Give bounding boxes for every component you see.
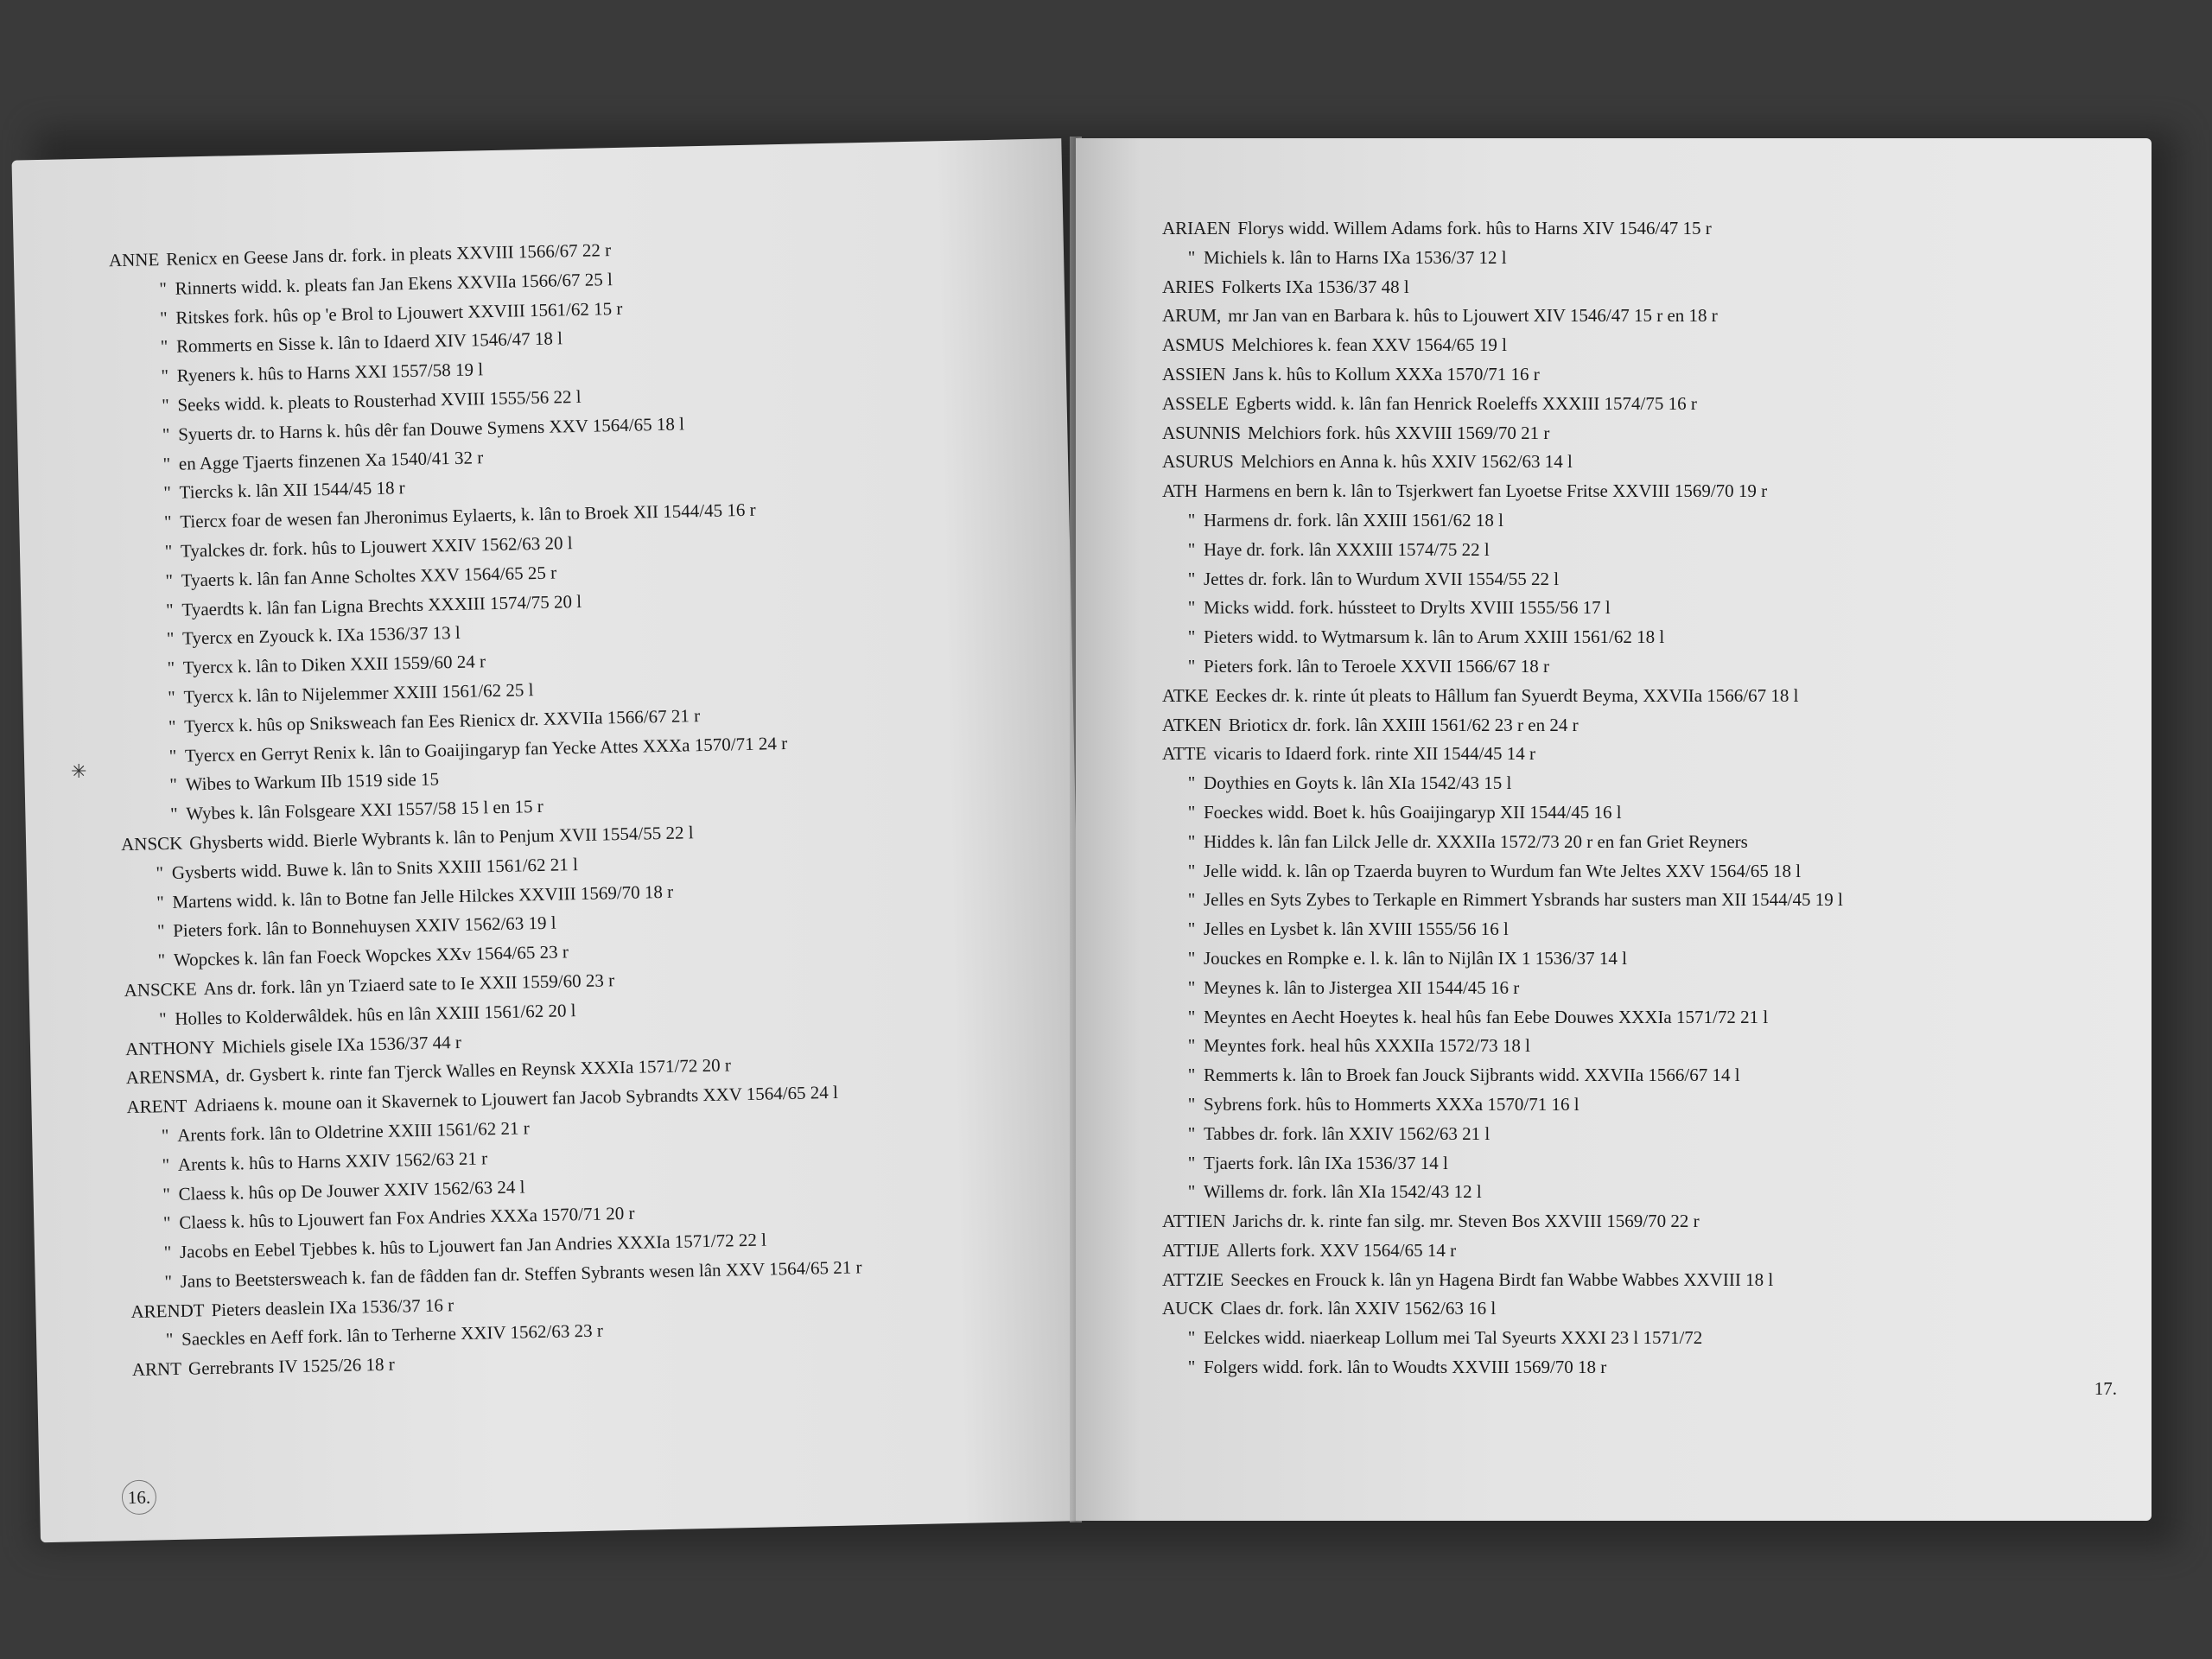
ditto-mark: " xyxy=(162,1183,171,1205)
entry-text: Harmens en bern k. lân to Tsjerkwert fan Lyoetse Fritse XXVIII 1569/70 19 r xyxy=(1204,480,1768,502)
ditto-mark: " xyxy=(1187,246,1196,268)
entry-headword: ASSELE xyxy=(1162,392,1230,414)
index-entry xyxy=(1076,536,2152,565)
ditto-mark: " xyxy=(165,1329,174,1351)
entry-text: Claess k. hûs op De Jouwer XXIV 1562/63 24 l xyxy=(178,1175,525,1205)
entry-headword: ANSCK xyxy=(120,832,183,855)
ditto-mark: " xyxy=(1187,1181,1196,1203)
ditto-mark: " xyxy=(1187,918,1196,940)
entry-headword: ARIAEN xyxy=(1162,218,1231,238)
entry-text: Ryeners k. hûs to Harns XXI 1557/58 19 l xyxy=(176,359,484,386)
ditto-mark: " xyxy=(1187,889,1196,911)
ditto-mark: " xyxy=(1187,1035,1196,1057)
entry-text: Micks widd. fork. hússteet to Drylts XVIII 1555/56 17 l xyxy=(1204,597,1611,619)
entry-text: Michiels gisele IXa 1536/37 44 r xyxy=(221,1031,462,1058)
index-entry xyxy=(1076,974,2152,1003)
entry-text: Tyalckes dr. fork. hûs to Ljouwert XXIV 1562/63 20 l xyxy=(180,532,573,562)
entry-headword: ASURUS xyxy=(1162,451,1234,473)
entry-text: Gysberts widd. Buwe k. lân to Snits XXIII 1561/62 21 l xyxy=(171,853,579,883)
index-entry xyxy=(1076,828,2152,857)
entry-text: Wopckes k. lân fan Foeck Wopckes XXv 1564/65 23 r xyxy=(173,941,569,971)
margin-asterisk-mark: ✳ xyxy=(71,760,87,782)
entry-text: Tyercx k. lân to Nijelemmer XXIII 1561/62 25 l xyxy=(183,679,534,708)
right-page-number: 17. xyxy=(2094,1378,2117,1399)
entry-headword: ARUM, xyxy=(1162,305,1222,327)
entry-text: Eelckes widd. niaerkeap Lollum mei Tal Syeurts XXXI 23 l 1571/72 xyxy=(1204,1327,1703,1349)
entry-text: Tyercx k. lân to Diken XXII 1559/60 24 r xyxy=(182,651,486,678)
entry-text: Folkerts IXa 1536/37 48 l xyxy=(1221,276,1409,297)
index-entry xyxy=(1076,1294,2152,1324)
index-entry xyxy=(1076,302,2152,331)
ditto-mark: " xyxy=(163,1242,172,1263)
entry-text: Melchiors en Anna k. hûs XXIV 1562/63 14 l xyxy=(1240,451,1573,473)
ditto-mark: " xyxy=(1187,772,1196,794)
entry-text: Ghysberts widd. Bierle Wybrants k. lân to Penjum XVII 1554/55 22 l xyxy=(189,822,694,854)
ditto-mark: " xyxy=(159,307,168,328)
index-entry xyxy=(1076,1178,2152,1207)
ditto-mark: " xyxy=(163,482,172,504)
ditto-mark: " xyxy=(1187,830,1196,852)
entry-text: Tiercks k. lân XII 1544/45 18 r xyxy=(179,477,405,504)
ditto-mark: " xyxy=(163,512,172,533)
entry-text: Gerrebrants IV 1525/26 18 r xyxy=(188,1353,395,1379)
entry-text: Jans to Beetstersweach k. fan de fâdden fan dr. Steffen Sybrants wesen lân XXV 1564/65 21 r xyxy=(180,1256,862,1292)
index-entry xyxy=(1076,565,2152,594)
entry-text: en Agge Tjaerts finzenen Xa 1540/41 32 r xyxy=(178,446,484,474)
entry-text: Tyercx en Gerryt Renix k. lân to Goaijingaryp fan Yecke Attes XXXa 1570/71 24 r xyxy=(184,732,788,766)
ditto-mark: " xyxy=(167,657,175,679)
ditto-mark: " xyxy=(168,686,176,708)
left-page-number: 16. xyxy=(122,1479,157,1515)
entry-text: Claess k. hûs to Ljouwert fan Fox Andries XXXa 1570/71 20 r xyxy=(179,1203,635,1234)
entry-text: Willems dr. fork. lân XIa 1542/43 12 l xyxy=(1204,1181,1482,1203)
entry-headword: ASSIEN xyxy=(1162,363,1226,385)
ditto-mark: " xyxy=(1187,947,1196,969)
entry-text: Jelles en Syts Zybes to Terkaple en Rimmert Ysbrands har susters man XII 1544/45 19 l xyxy=(1204,889,1843,911)
ditto-mark: " xyxy=(1187,1093,1196,1115)
ditto-mark: " xyxy=(1187,655,1196,677)
ditto-mark: " xyxy=(165,569,174,591)
ditto-mark: " xyxy=(168,745,177,766)
index-entry xyxy=(1076,915,2152,944)
ditto-mark: " xyxy=(1187,1152,1196,1173)
entry-headword: ATTZIE xyxy=(1162,1268,1224,1290)
entry-text: Doythies en Goyts k. lân XIa 1542/43 15 l xyxy=(1204,772,1512,794)
ditto-mark: " xyxy=(169,774,178,796)
entry-headword: ATKEN xyxy=(1162,714,1222,735)
entry-text: Wybes k. lân Folsgeare XXI 1557/58 15 l en 15 r xyxy=(186,796,543,824)
index-entry xyxy=(1076,857,2152,887)
entry-text: Syuerts dr. to Harns k. hûs dêr fan Douwe Symens XXV 1564/65 18 l xyxy=(177,413,685,445)
index-entry xyxy=(1076,1324,2152,1353)
entry-text: Meyntes fork. heal hûs XXXIIa 1572/73 18 l xyxy=(1204,1035,1530,1057)
ditto-mark: " xyxy=(1187,1065,1196,1086)
ditto-mark: " xyxy=(1187,1006,1196,1027)
entry-text: Hiddes k. lân fan Lilck Jelle dr. XXXIIa 1572/73 20 r en fan Griet Reyners xyxy=(1204,830,1748,852)
entry-text: Pieters fork. lân to Teroele XXVII 1566/67 18 r xyxy=(1204,655,1549,677)
index-entry xyxy=(1076,360,2152,390)
index-entry xyxy=(1076,944,2152,974)
index-entry xyxy=(1076,798,2152,828)
ditto-mark: " xyxy=(1187,860,1196,881)
entry-text: Melchiors fork. hûs XXVIII 1569/70 21 r xyxy=(1248,422,1550,443)
index-entry xyxy=(1076,711,2152,741)
entry-text: Saeckles en Aeff fork. lân to Terherne XXIV 1562/63 23 r xyxy=(181,1320,604,1351)
right-page xyxy=(1076,138,2152,1521)
entry-text: Tabbes dr. fork. lân XXIV 1562/63 21 l xyxy=(1204,1122,1491,1144)
index-entry xyxy=(1076,1032,2152,1061)
entry-headword: ATTIEN xyxy=(1162,1211,1226,1232)
entry-text: Arents fork. lân to Oldetrine XXIII 1561/62 21 r xyxy=(176,1117,530,1146)
entry-headword: ARENSMA, xyxy=(125,1065,219,1089)
ditto-mark: " xyxy=(1187,1122,1196,1144)
index-entry xyxy=(1076,1149,2152,1179)
ditto-mark: " xyxy=(159,277,168,299)
ditto-mark: " xyxy=(1187,1357,1196,1378)
entry-text: Meynes k. lân to Jistergea XII 1544/45 16 r xyxy=(1204,976,1520,998)
index-entry xyxy=(1076,1120,2152,1149)
entry-text: Harmens dr. fork. lân XXIII 1561/62 18 l xyxy=(1204,509,1504,531)
index-entry xyxy=(1076,448,2152,477)
left-page xyxy=(12,138,1090,1542)
entry-text: Tiercx foar de wesen fan Jheronimus Eylaerts, k. lân to Broek XII 1544/45 16 r xyxy=(180,499,756,532)
ditto-mark: " xyxy=(162,1212,171,1234)
ditto-mark: " xyxy=(162,423,170,445)
index-entry xyxy=(1076,244,2152,273)
index-entry xyxy=(1076,1266,2152,1295)
entry-text: Melchiores k. fean XXV 1564/65 19 l xyxy=(1231,334,1508,356)
entry-text: Claes dr. fork. lân XXIV 1562/63 16 l xyxy=(1220,1298,1497,1319)
entry-headword: ARIES xyxy=(1162,276,1215,297)
entry-text: Pieters deaslein IXa 1536/37 16 r xyxy=(211,1294,454,1320)
index-entry xyxy=(1076,886,2152,915)
entry-text: Allerts fork. XXV 1564/65 14 r xyxy=(1226,1239,1457,1261)
index-entry xyxy=(1076,1061,2152,1090)
entry-text: Jarichs dr. k. rinte fan silg. mr. Steven Bos XXVIII 1569/70 22 r xyxy=(1232,1211,1700,1232)
entry-headword: ARENDT xyxy=(130,1299,205,1322)
entry-headword: ANSCKE xyxy=(124,978,197,1001)
ditto-mark: " xyxy=(156,920,165,942)
ditto-mark: " xyxy=(1187,976,1196,998)
index-entry xyxy=(1076,477,2152,506)
entry-headword: ASUNNIS xyxy=(1162,422,1242,443)
index-entry xyxy=(1076,652,2152,682)
ditto-mark: " xyxy=(1187,509,1196,531)
ditto-mark: " xyxy=(1187,597,1196,619)
entry-text: Remmerts k. lân to Broek fan Jouck Sijbrants widd. XXVIIa 1566/67 14 l xyxy=(1204,1065,1740,1086)
entry-headword: ATTIJE xyxy=(1162,1239,1220,1261)
entry-text: Rommerts en Sisse k. lân to Idaerd XIV 1546/47 18 l xyxy=(175,327,563,358)
entry-text: vicaris to Idaerd fork. rinte XII 1544/45 14 r xyxy=(1213,743,1535,765)
ditto-mark: " xyxy=(1187,538,1196,560)
entry-headword: ARNT xyxy=(131,1358,182,1381)
entry-text: Florys widd. Willem Adams fork. hûs to Harns XIV 1546/47 15 r xyxy=(1237,218,1712,238)
index-entry xyxy=(1076,273,2152,302)
left-entries xyxy=(14,226,1087,1387)
entry-text: Sybrens fork. hûs to Hommerts XXXa 1570/71 16 l xyxy=(1204,1093,1580,1115)
entry-text: Egberts widd. k. lân fan Henrick Roeleffs XXXIII 1574/75 16 r xyxy=(1236,392,1697,414)
entry-text: Eeckes dr. k. rinte út pleats to Hâllum fan Syuerdt Beyma, XXVIIa 1566/67 18 l xyxy=(1215,684,1799,706)
index-entry xyxy=(1076,623,2152,652)
ditto-mark: " xyxy=(165,599,174,620)
entry-text: Jettes dr. fork. lân to Wurdum XVII 1554/55 22 l xyxy=(1204,568,1560,589)
entry-text: Adriaens k. moune oan it Skavernek to Ljouwert fan Jacob Sybrandts XXV 1564/65 24 l xyxy=(194,1081,839,1116)
entry-text: Foeckes widd. Boet k. hûs Goaijingaryp XII 1544/45 16 l xyxy=(1204,801,1622,823)
ditto-mark: " xyxy=(158,1007,167,1029)
index-entry xyxy=(1076,1003,2152,1033)
entry-text: Tjaerts fork. lân IXa 1536/37 14 l xyxy=(1204,1152,1448,1173)
index-entry xyxy=(1076,331,2152,360)
ditto-mark: " xyxy=(169,803,178,825)
ditto-mark: " xyxy=(1187,1327,1196,1349)
index-entry xyxy=(1076,1207,2152,1236)
entry-headword: ATTE xyxy=(1162,743,1207,765)
entry-text: Meyntes en Aecht Hoeytes k. heal hûs fan Eebe Douwes XXXIa 1571/72 21 l xyxy=(1204,1006,1769,1027)
ditto-mark: " xyxy=(168,715,176,737)
entry-text: Pieters fork. lân to Bonnehuysen XXIV 1562/63 19 l xyxy=(172,912,556,942)
entry-text: Wibes to Warkum IIb 1519 side 15 xyxy=(185,768,440,795)
entry-text: Haye dr. fork. lân XXXIII 1574/75 22 l xyxy=(1204,538,1490,560)
ditto-mark: " xyxy=(164,1270,173,1293)
entry-headword: ASMUS xyxy=(1162,334,1225,356)
ditto-mark: " xyxy=(161,394,170,416)
right-entries xyxy=(1076,214,2152,1382)
entry-text: Seeks widd. k. pleats to Rousterhad XVIII 1555/56 22 l xyxy=(177,385,582,416)
index-entry xyxy=(1076,682,2152,711)
entry-headword: ANNE xyxy=(108,249,160,271)
ditto-mark: " xyxy=(162,453,171,474)
entry-text: Martens widd. k. lân to Botne fan Jelle Hilckes XXVIII 1569/70 18 r xyxy=(172,880,674,912)
entry-text: Rinnerts widd. k. pleats fan Jan Ekens XXVIIa 1566/67 25 l xyxy=(175,268,613,299)
entry-text: Michiels k. lân to Harns IXa 1536/37 12 l xyxy=(1204,246,1507,268)
index-entry xyxy=(1076,1090,2152,1120)
entry-text: Ans dr. fork. lân yn Tziaerd sate to Ie XXII 1559/60 23 r xyxy=(203,969,615,1000)
index-entry xyxy=(1076,214,2152,244)
entry-headword: AUCK xyxy=(1162,1298,1214,1319)
ditto-mark: " xyxy=(1187,626,1196,648)
entry-text: Tyercx k. hûs op Sniksweach fan Ees Rienicx dr. XXVIIa 1566/67 21 r xyxy=(184,704,701,737)
entry-text: Brioticx dr. fork. lân XXIII 1561/62 23 r en 24 r xyxy=(1228,714,1579,735)
index-entry xyxy=(1076,740,2152,769)
entry-text: Jelle widd. k. lân op Tzaerda buyren to Wurdum fan Wte Jeltes XXV 1564/65 18 l xyxy=(1204,860,1802,881)
entry-text: Ritskes fork. hûs op 'e Brol to Ljouwert XXVIII 1561/62 15 r xyxy=(175,297,623,328)
ditto-mark: " xyxy=(160,336,168,358)
entry-headword: ATKE xyxy=(1162,684,1209,706)
index-entry xyxy=(1076,419,2152,448)
ditto-mark: " xyxy=(161,365,169,387)
entry-headword: ATH xyxy=(1162,480,1198,502)
ditto-mark: " xyxy=(1187,801,1196,823)
index-entry xyxy=(1076,390,2152,419)
ditto-mark: " xyxy=(166,628,175,650)
ditto-mark: " xyxy=(162,1154,170,1175)
index-entry xyxy=(1076,1353,2152,1382)
entry-headword: ARENT xyxy=(126,1095,188,1118)
ditto-mark: " xyxy=(157,950,166,971)
ditto-mark: " xyxy=(1187,568,1196,589)
entry-text: Jouckes en Rompke e. l. k. lân to Nijlân IX 1 1536/37 14 l xyxy=(1204,947,1627,969)
entry-text: Pieters widd. to Wytmarsum k. lân to Arum XXIII 1561/62 18 l xyxy=(1204,626,1665,648)
entry-text: Jacobs en Eebel Tjebbes k. hûs to Ljouwert fan Jan Andries XXXIa 1571/72 22 l xyxy=(179,1229,767,1262)
entry-headword: ANTHONY xyxy=(124,1036,216,1059)
entry-text: Jelles en Lysbet k. lân XVIII 1555/56 16 l xyxy=(1204,918,1509,940)
entry-text: Tyaerdts k. lân fan Ligna Brechts XXXIII 1574/75 20 l xyxy=(181,590,582,620)
ditto-mark: " xyxy=(156,891,165,912)
entry-text: Tyercx en Zyouck k. IXa 1536/37 13 l xyxy=(181,622,461,649)
index-entry xyxy=(1076,506,2152,536)
ditto-mark: " xyxy=(156,861,164,884)
entry-text: Jans k. hûs to Kollum XXXa 1570/71 16 r xyxy=(1232,363,1540,385)
index-entry xyxy=(1076,594,2152,623)
entry-text: Tyaerts k. lân fan Anne Scholtes XXV 1564/65 25 r xyxy=(181,562,557,591)
index-entry xyxy=(1076,769,2152,798)
entry-text: Holles to Kolderwâldek. hûs en lân XXIII 1561/62 20 l xyxy=(175,999,576,1029)
entry-text: mr Jan van en Barbara k. hûs to Ljouwert XIV 1546/47 15 r en 18 r xyxy=(1228,305,1718,327)
entry-text: Arents k. hûs to Harns XXIV 1562/63 21 r xyxy=(177,1147,488,1175)
ditto-mark: " xyxy=(164,540,173,562)
entry-text: Renicx en Geese Jans dr. fork. in pleats XXVIII 1566/67 22 r xyxy=(166,239,612,270)
entry-text: Seeckes en Frouck k. lân yn Hagena Birdt fan Wabbe Wabbes XXVIII 18 l xyxy=(1230,1268,1774,1290)
index-entry xyxy=(1076,1236,2152,1266)
ditto-mark: " xyxy=(161,1124,169,1147)
entry-text: Folgers widd. fork. lân to Woudts XXVIII 1569/70 18 r xyxy=(1204,1357,1607,1378)
entry-text: dr. Gysbert k. rinte fan Tjerck Walles en Reynsk XXXIa 1571/72 20 r xyxy=(226,1054,732,1086)
